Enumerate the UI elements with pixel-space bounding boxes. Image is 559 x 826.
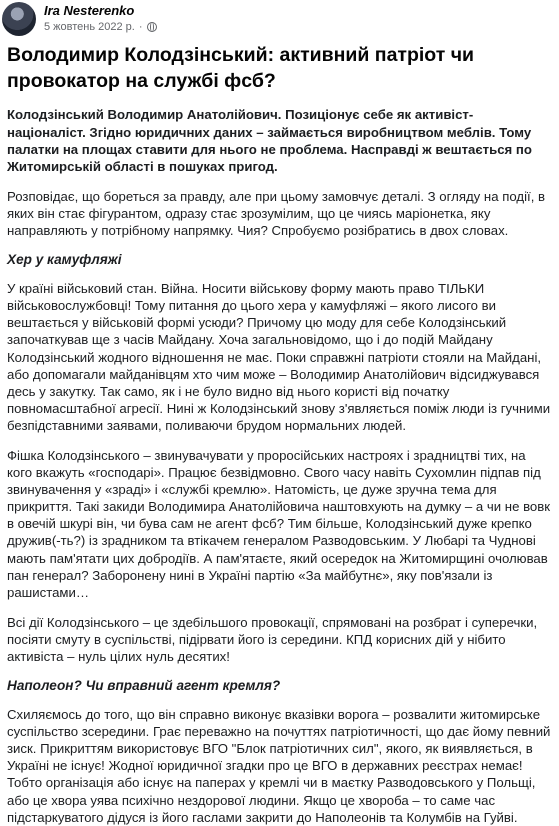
paragraph: Схиляємось до того, що він справно виконує вказівки ворога – розвалити житомирське суспільство зсередини. Грає переважно на почуттях патріотичності, що дає йому певний зиск. Прикриттям використовує ВГО "Блок патріотичних сил", якого, як виявляється, в Україні не існує! Жодної юридичної згадки про це ВГО в державних реєстрах немає! Тобто організація або існує на паперах у кремлі чи в маєтку Разводовського у Польщі, або це хвора уява психічно нездорової людини. Якщо це хвороба – то саме час підстаркуватого дідуся із його гаслами закрити до Наполеонів та Колумбів на Гуйві. [7, 707, 551, 825]
separator-dot: · [138, 21, 143, 34]
section-heading: Наполеон? Чи вправний агент кремля? [7, 678, 281, 694]
post-header [0, 0, 559, 37]
post-meta [44, 4, 157, 34]
post-title: Володимир Колодзінський: активний патріот чи провокатор на службі фсб? [7, 44, 475, 92]
post-body [0, 43, 559, 826]
paragraph: Всі дії Колодзінського – це здебільшого провокації, спрямовані на розбрат і суперечки, посіяти смуту в суспільстві, підірвати його із середини. КПД корисних дій у нібито активіста – нуль цілих нуль десятих! [7, 614, 538, 664]
lead-paragraph: Колодзінський Володимир Анатолійович. Позиціонує себе як активіст-націоналіст. Згідно юридичних даних – займається виробництвом меблів. Тому палатки на площах ставити для нього не проблема. Насправді ж вештається по Житомирській області в пошуках пригод. [7, 107, 532, 174]
paragraph: Розповідає, що бореться за правду, але при цьому замовчує деталі. З огляду на події, в яких він стає фігурантом, одразу стає зрозумілим, що це чиясь маріонетка, яку направляють у потрібному напрямку. Чия? Спробуємо розібратись в двох словах. [7, 188, 546, 239]
paragraph: У країні військовий стан. Війна. Носити військову форму мають право ТІЛЬКИ військовослужбовці! Тому питання до цього хера у камуфляжі – якого лисого ви вештається у військовій формі усюди? Причому цю моду для себе Колодзінський започаткував ще з часів Майдану. Хоча загальновідомо, що і до подій Майдану Колодзінський жодного відношення не має. Поки справжні патріоти стояли на Майдані, або допомагали майданівцям хто чим може – Володимир Анатолійович відсиджувався десь у закутку. Так само, як і не було видно від нього користі від початку повномасштабної агресії. Нині ж Колодзінський знову з'являється поміж люди із гучними безпідставними заявами, поливаючи брудом нормальних людей. [7, 281, 551, 433]
avatar[interactable] [2, 2, 36, 36]
author-name[interactable]: Ira Nesterenko [44, 3, 135, 19]
paragraph: Фішка Колодзінського – звинувачувати у проросійських настроях і зрадництві тих, на кого вкажуть «господарі». Працює безвідмовно. Свого часу навіть Сухомлин підпав під звинувачення у «зраді» і «службі кремлю». Натомість, це дуже зручна тема для прикриття. Такі закиди Володимира Анатолійовича наштовхують на думку – а чи не вовк в овечій шкурі він, чи бува сам не агент фсб? Тим більше, Колодзінський дуже крепко дружив(-ть?) із зрадником та втікачем генералом Разводовським. У Любарі та Чуднові мають пам'ятати цих добродіїв. А пам'ятаєте, який осередок на Житомирщині очолював пан генерал? Заборонену нині в Україні партію «За майбутнє», яку пов'язали із рашистами… [7, 447, 551, 600]
timestamp-row [44, 21, 157, 34]
section-heading: Хер у камуфляжі [7, 252, 122, 268]
post-date[interactable]: 5 жовтень 2022 р. [44, 21, 135, 34]
globe-icon[interactable] [147, 22, 157, 32]
